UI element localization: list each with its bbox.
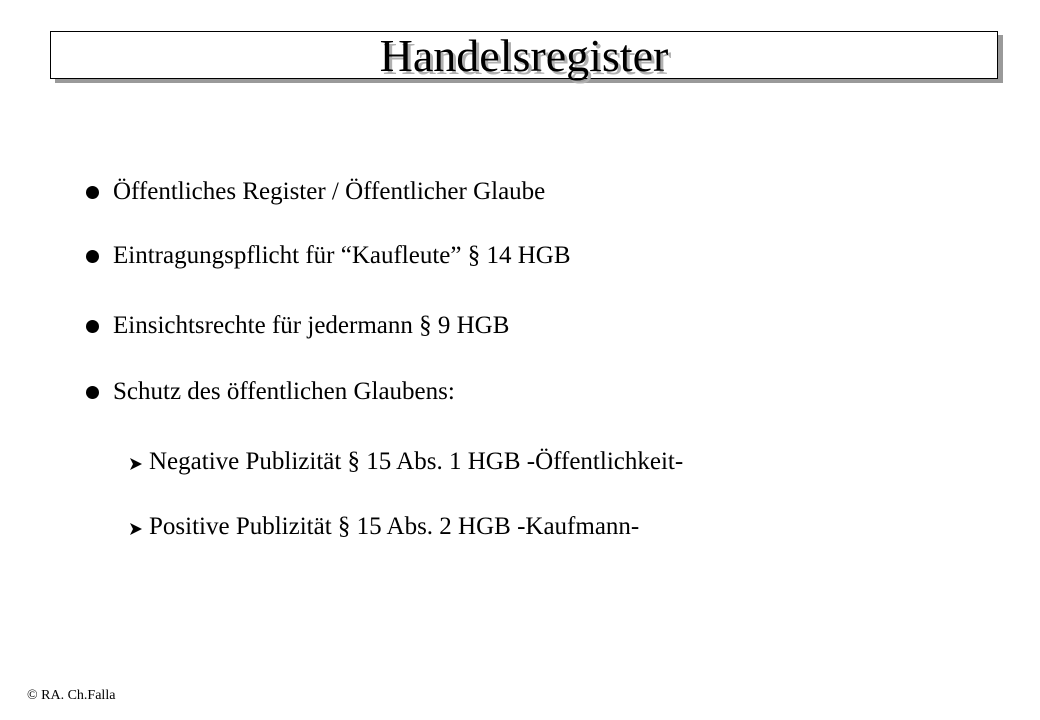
sub-bullet-item	[149, 447, 683, 477]
sub-bullet-item	[149, 512, 639, 542]
bullet-text: Eintragungspflicht für “Kaufleute” § 14 HGB	[113, 242, 571, 269]
bullet-dot-icon	[86, 386, 99, 399]
arrow-right-icon	[129, 457, 143, 471]
bullet-text: Öffentliches Register / Öffentlicher Glaube	[113, 178, 546, 205]
bullet-dot-icon	[86, 186, 99, 199]
sub-bullet-text: Negative Publizität § 15 Abs. 1 HGB -Öffentlichkeit-	[149, 448, 684, 475]
slide-title: Handelsregister	[379, 30, 669, 81]
footer-copyright: © RA. Ch.Falla	[27, 688, 116, 703]
bullet-text: Einsichtsrechte für jedermann § 9 HGB	[113, 312, 510, 339]
bullet-item	[113, 311, 509, 341]
bullet-dot-icon	[86, 250, 99, 263]
bullet-text: Schutz des öffentlichen Glaubens:	[113, 378, 455, 405]
bullet-item	[113, 241, 571, 271]
bullet-dot-icon	[86, 320, 99, 333]
arrow-right-icon	[129, 522, 143, 536]
bullet-item	[113, 177, 545, 207]
bullet-item	[113, 377, 455, 407]
sub-bullet-text: Positive Publizität § 15 Abs. 2 HGB -Kaufmann-	[149, 513, 640, 540]
